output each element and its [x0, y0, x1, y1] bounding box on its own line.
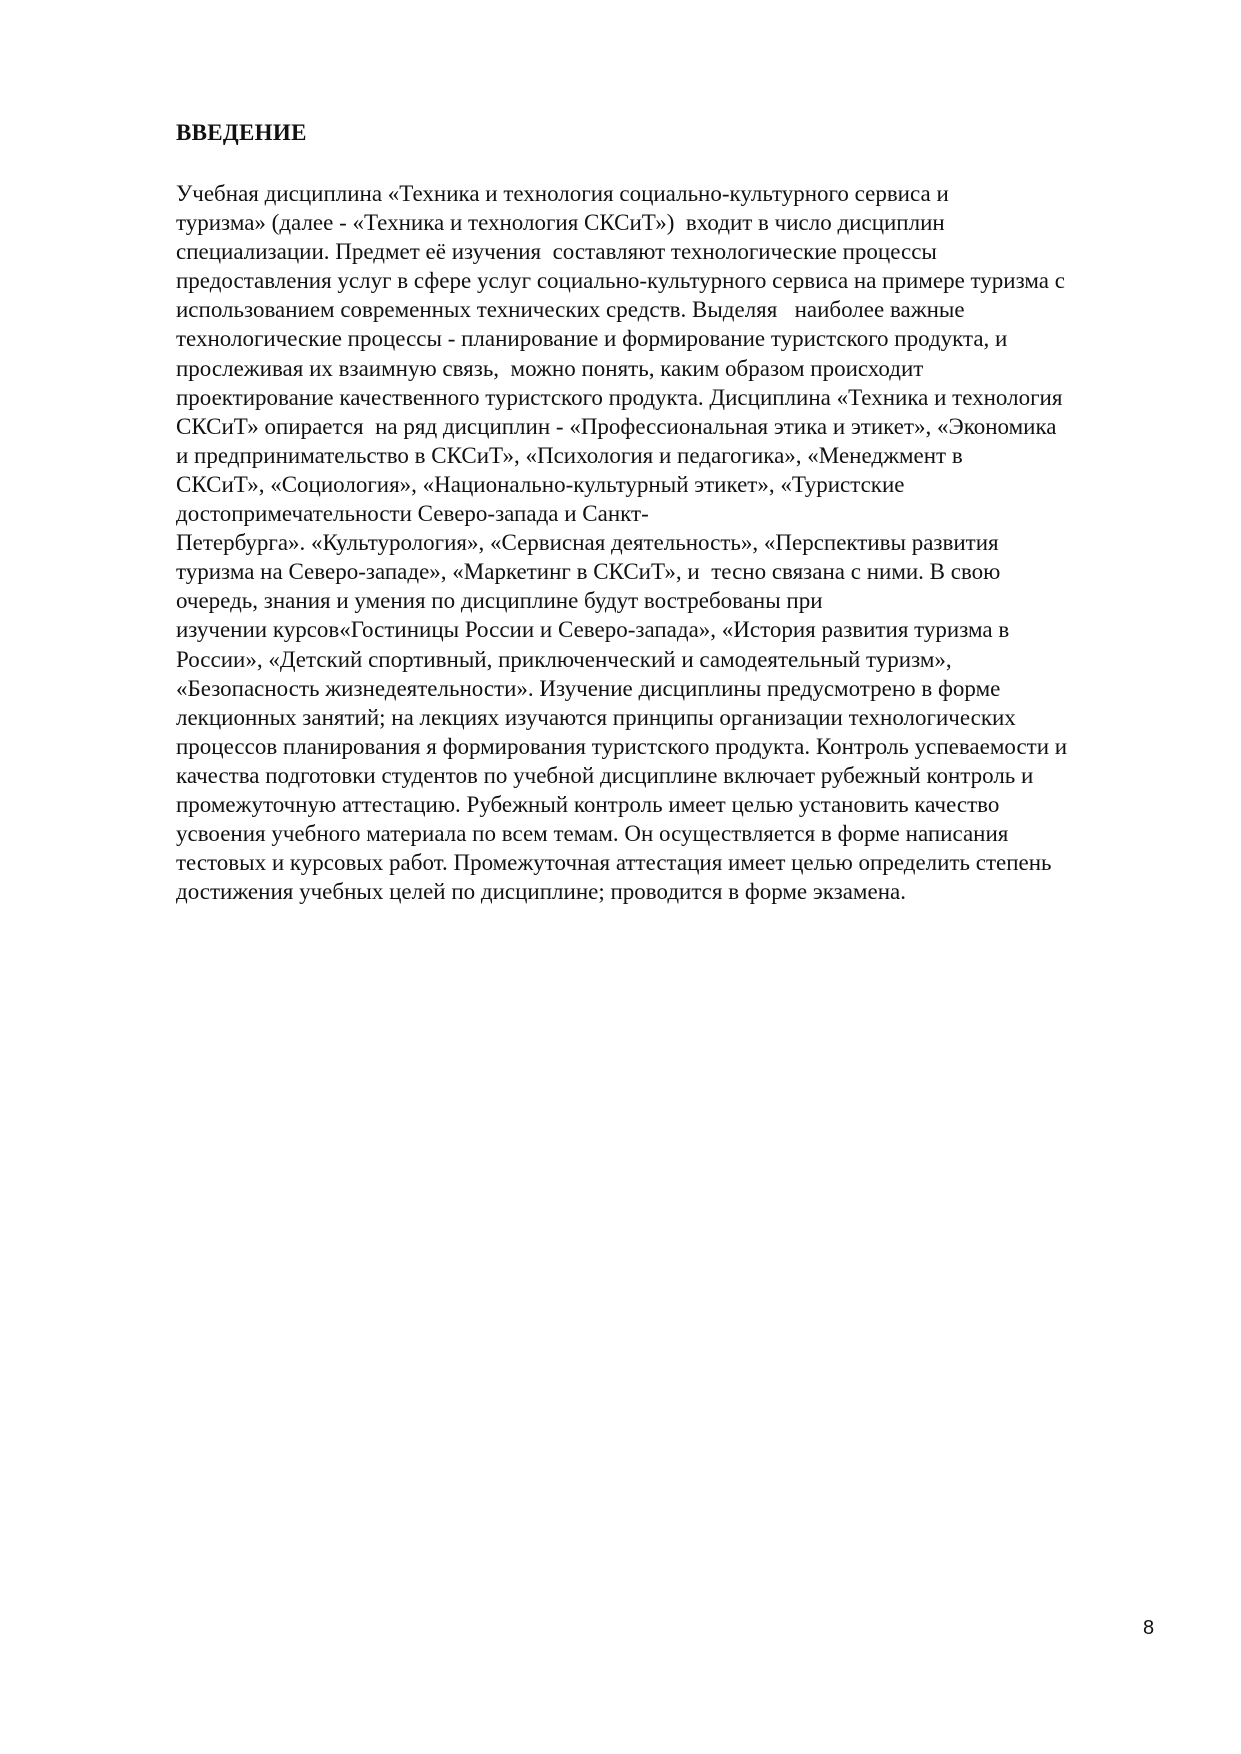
- paragraph-line: Петербурга». «Культурология», «Сервисная деятельность», «Перспективы развития: [176, 530, 999, 556]
- paragraph-line: изучении курсов«Гостиницы России и Северо-запада», «История развития туризма в: [176, 617, 1010, 643]
- section-heading: ВВЕДЕНИЕ: [176, 120, 307, 145]
- page-number: 8: [1143, 1617, 1155, 1639]
- paragraph-line: лекционных занятий; на лекциях изучаются принципы организации технологических: [176, 704, 1016, 730]
- paragraph-line: СКСиТ» опирается на ряд дисциплин - «Профессиональная этика и этикет», «Экономика: [176, 413, 1057, 439]
- paragraph-line: прослеживая их взаимную связь, можно понять, каким образом происходит: [176, 355, 924, 381]
- paragraph-line: и предпринимательство в СКСиТ», «Психология и педагогика», «Менеджмент в: [176, 442, 963, 468]
- paragraph-line: предоставления услуг в сфере услуг социально-культурного сервиса на примере туризма с: [176, 268, 1065, 294]
- paragraph-line: процессов планирования я формирования туристского продукта. Контроль успеваемости и: [176, 733, 1068, 759]
- paragraph-line: усвоения учебного материала по всем темам. Он осуществляется в форме написания: [176, 821, 1009, 847]
- paragraph-line: промежуточную аттестацию. Рубежный контроль имеет целью установить качество: [176, 791, 1000, 817]
- paragraph-line: очередь, знания и умения по дисциплине будут востребованы при: [176, 588, 823, 614]
- body-paragraph: [176, 179, 1156, 906]
- paragraph-line: качества подготовки студентов по учебной дисциплине включает рубежный контроль и: [176, 762, 1034, 788]
- paragraph-line: СКСиТ», «Социология», «Национально-культурный этикет», «Туристские: [176, 471, 905, 497]
- paragraph-line: России», «Детский спортивный, приключенческий и самодеятельный туризм»,: [176, 646, 952, 672]
- paragraph-line: использованием современных технических средств. Выделяя наиболее важные: [176, 297, 965, 323]
- paragraph-line: достопримечательности Северо-запада и Санкт-: [176, 501, 649, 527]
- paragraph-line: технологические процессы - планирование и формирование туристского продукта, и: [176, 326, 1008, 352]
- paragraph-line: «Безопасность жизнедеятельности». Изучение дисциплины предусмотрено в форме: [176, 675, 1001, 701]
- paragraph-line: туризма на Северо-западе», «Маркетинг в СКСиТ», и тесно связана с ними. В свою: [176, 559, 1001, 585]
- paragraph-line: проектирование качественного туристского продукта. Дисциплина «Техника и технология: [176, 384, 1063, 410]
- paragraph-line: тестовых и курсовых работ. Промежуточная аттестация имеет целью определить степень: [176, 850, 1052, 876]
- paragraph-line: специализации. Предмет её изучения составляют технологические процессы: [176, 239, 937, 265]
- paragraph-line: Учебная дисциплина «Техника и технология социально-культурного сервиса и: [176, 181, 949, 206]
- paragraph-line: туризма» (далее - «Техника и технология СКСиТ») входит в число дисциплин: [176, 210, 945, 236]
- paragraph-line: достижения учебных целей по дисциплине; проводится в форме экзамена.: [176, 879, 906, 905]
